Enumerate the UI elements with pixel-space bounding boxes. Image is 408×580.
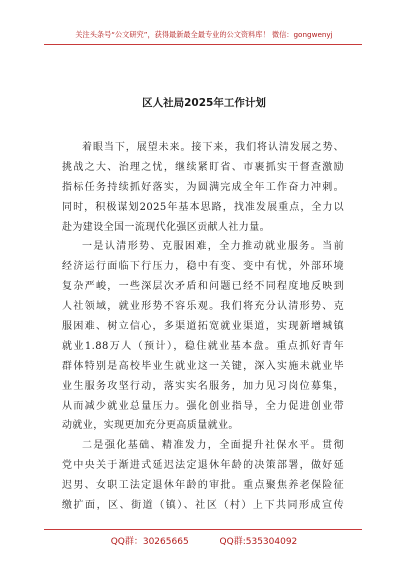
paragraph-line: 人社领域，就业形势不容乐观。我们将充分认清形势、克 [62,301,344,313]
paragraph-line: 一是认清形势、克服困难，全力推动就业服务。当前 [82,241,344,253]
paragraph-line: 二是强化基础、精准发力，全面提升社保水平。贯彻 [82,440,344,452]
qq-group-2: QQ群:535304092 [219,537,298,547]
paragraph-line: 服困难、树立信心，多渠道拓宽就业渠道，实现新增城镇 [62,321,344,333]
paragraph-line: 就业1.88万人（预计），稳住就业基本盘。重点抓好青年 [62,340,344,352]
paragraph-line: 缴扩面，区、街道（镇）、社区（村）上下共同形成宣传 [62,500,344,512]
footer-divider [44,529,362,530]
paragraph-line: 着眼当下，展望未来。接下来，我们将认清发展之势、 [82,142,344,153]
paragraph-line: 经济运行面临下行压力，稳中有变、变中有忧，外部环境 [62,261,344,273]
paragraph-line: 复杂严峻，一些深层次矛盾和问题已经不同程度地反映到 [62,281,344,293]
paragraph-line: 从而减少就业总量压力。强化创业指导，全力促进创业带 [62,400,344,412]
paragraph-line: 同时，积极谋划2025年基本思路，找准发展重点，全力以 [62,201,344,213]
paragraph-line: 业生服务攻坚行动，落实实名服务，加力见习岗位募集， [62,380,344,392]
paragraph-line: 指标任务持续抓好落实，为圆满完成全年工作奋力冲刺。 [62,181,344,193]
paragraph-line: 群体特别是高校毕业生就业这一关键，深入实施未就业毕 [62,360,344,372]
paragraph-line: 党中央关于渐进式延迟法定退休年龄的决策部署，做好延 [62,460,344,472]
document-body [62,138,344,516]
paragraph-line: 动就业，实现更加充分更高质量就业。 [62,420,239,432]
paragraph-line: 迟男、女职工法定退休年龄的审批。重点聚焦养老保险征 [62,480,344,492]
header-banner: 关注头条号“公文研究”，获得最新最全最专业的公文资料库！ 微信：gongwenyj [75,30,333,39]
document-title: 区人社局2025年工作计划 [142,97,266,109]
paragraph-line: 赴为建设全国一流现代化强区贡献人社力量。 [62,221,270,233]
header-divider [44,44,362,45]
paragraph-line: 挑战之大、治理之忧，继续紧盯省、市裹抓实干督查激励 [62,161,344,173]
qq-group-1: QQ群：30265665 [110,537,189,547]
footer [0,534,408,547]
